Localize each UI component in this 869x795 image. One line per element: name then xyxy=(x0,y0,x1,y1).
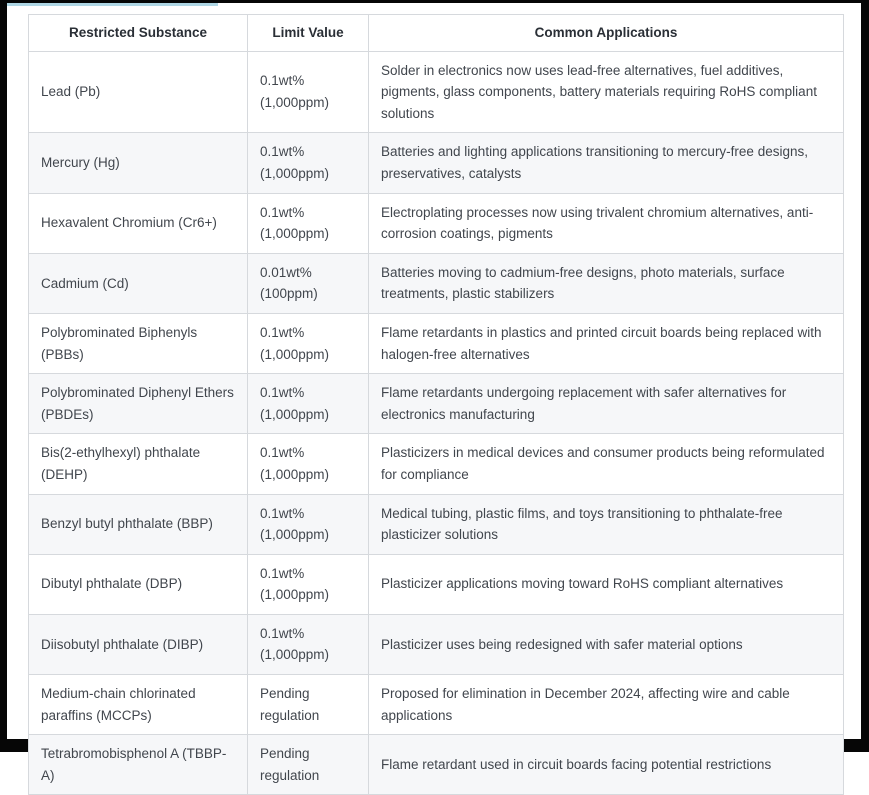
limit-line: 0.1wt% xyxy=(260,565,305,581)
substance-cell: Polybrominated Biphenyls (PBBs) xyxy=(29,313,248,373)
limit-cell xyxy=(248,735,369,795)
substance-cell: Tetrabromobisphenol A (TBBP-A) xyxy=(29,735,248,795)
table-row xyxy=(29,494,844,554)
applications-cell: Flame retardants in plastics and printed circuit boards being replaced with halogen-free alternatives xyxy=(369,313,844,373)
limit-cell xyxy=(248,51,369,133)
substance-cell: Cadmium (Cd) xyxy=(29,253,248,313)
table-row xyxy=(29,133,844,193)
substance-cell: Polybrominated Diphenyl Ethers (PBDEs) xyxy=(29,374,248,434)
limit-line: regulation xyxy=(260,767,320,783)
limit-cell xyxy=(248,374,369,434)
table-row xyxy=(29,434,844,494)
limit-cell xyxy=(248,434,369,494)
header-common-applications: Common Applications xyxy=(369,15,844,52)
limit-line: 0.1wt% xyxy=(260,505,305,521)
limit-line: 0.1wt% xyxy=(260,324,305,340)
table-row xyxy=(29,193,844,253)
substance-cell: Dibutyl phthalate (DBP) xyxy=(29,554,248,614)
limit-line: (1,000ppm) xyxy=(260,527,330,543)
table-row xyxy=(29,675,844,735)
limit-cell xyxy=(248,614,369,674)
substance-cell: Bis(2-ethylhexyl) phthalate (DEHP) xyxy=(29,434,248,494)
applications-cell: Plasticizer uses being redesigned with safer material options xyxy=(369,614,844,674)
substance-cell: Diisobutyl phthalate (DIBP) xyxy=(29,614,248,674)
applications-cell: Electroplating processes now using trivalent chromium alternatives, anti-corrosion coatings, pigments xyxy=(369,193,844,253)
limit-line: Pending xyxy=(260,686,310,702)
limit-line: 0.1wt% xyxy=(260,385,305,401)
substance-cell: Mercury (Hg) xyxy=(29,133,248,193)
substance-cell: Benzyl butyl phthalate (BBP) xyxy=(29,494,248,554)
limit-line: regulation xyxy=(260,707,320,723)
applications-cell: Proposed for elimination in December 2024, affecting wire and cable applications xyxy=(369,675,844,735)
limit-line: (1,000ppm) xyxy=(260,587,330,603)
table-row xyxy=(29,554,844,614)
header-restricted-substance: Restricted Substance xyxy=(29,15,248,52)
limit-line: (100ppm) xyxy=(260,286,318,302)
limit-cell xyxy=(248,253,369,313)
limit-line: 0.01wt% xyxy=(260,264,312,280)
header-limit-value: Limit Value xyxy=(248,15,369,52)
applications-cell: Plasticizer applications moving toward RoHS compliant alternatives xyxy=(369,554,844,614)
limit-line: 0.1wt% xyxy=(260,73,305,89)
limit-line: (1,000ppm) xyxy=(260,466,330,482)
applications-cell: Plasticizers in medical devices and consumer products being reformulated for compliance xyxy=(369,434,844,494)
table-row xyxy=(29,51,844,133)
limit-cell xyxy=(248,675,369,735)
limit-cell xyxy=(248,554,369,614)
limit-line: 0.1wt% xyxy=(260,445,305,461)
table-row xyxy=(29,735,844,795)
limit-line: (1,000ppm) xyxy=(260,165,330,181)
substance-cell: Lead (Pb) xyxy=(29,51,248,133)
substance-cell: Hexavalent Chromium (Cr6+) xyxy=(29,193,248,253)
limit-cell xyxy=(248,133,369,193)
applications-cell: Solder in electronics now uses lead-free alternatives, fuel additives, pigments, glass components, battery materials requiring RoHS compliant solutions xyxy=(369,51,844,133)
applications-cell: Batteries moving to cadmium-free designs, photo materials, surface treatments, plastic stabilizers xyxy=(369,253,844,313)
limit-line: 0.1wt% xyxy=(260,204,305,220)
limit-line: (1,000ppm) xyxy=(260,647,330,663)
limit-line: (1,000ppm) xyxy=(260,226,330,242)
top-accent-line xyxy=(7,3,218,6)
limit-line: Pending xyxy=(260,746,310,762)
table-header-row xyxy=(29,15,844,52)
limit-line: 0.1wt% xyxy=(260,625,305,641)
restricted-substances-table xyxy=(28,14,844,795)
applications-cell: Batteries and lighting applications transitioning to mercury-free designs, preservatives, catalysts xyxy=(369,133,844,193)
applications-cell: Flame retardant used in circuit boards facing potential restrictions xyxy=(369,735,844,795)
table-row xyxy=(29,253,844,313)
limit-cell xyxy=(248,494,369,554)
limit-line: (1,000ppm) xyxy=(260,406,330,422)
applications-cell: Flame retardants undergoing replacement with safer alternatives for electronics manufacturing xyxy=(369,374,844,434)
applications-cell: Medical tubing, plastic films, and toys transitioning to phthalate-free plasticizer solutions xyxy=(369,494,844,554)
limit-line: (1,000ppm) xyxy=(260,94,330,110)
limit-line: 0.1wt% xyxy=(260,144,305,160)
limit-cell xyxy=(248,313,369,373)
substance-cell: Medium-chain chlorinated paraffins (MCCPs) xyxy=(29,675,248,735)
table-row xyxy=(29,313,844,373)
limit-line: (1,000ppm) xyxy=(260,346,330,362)
limit-cell xyxy=(248,193,369,253)
table-row xyxy=(29,614,844,674)
table-row xyxy=(29,374,844,434)
